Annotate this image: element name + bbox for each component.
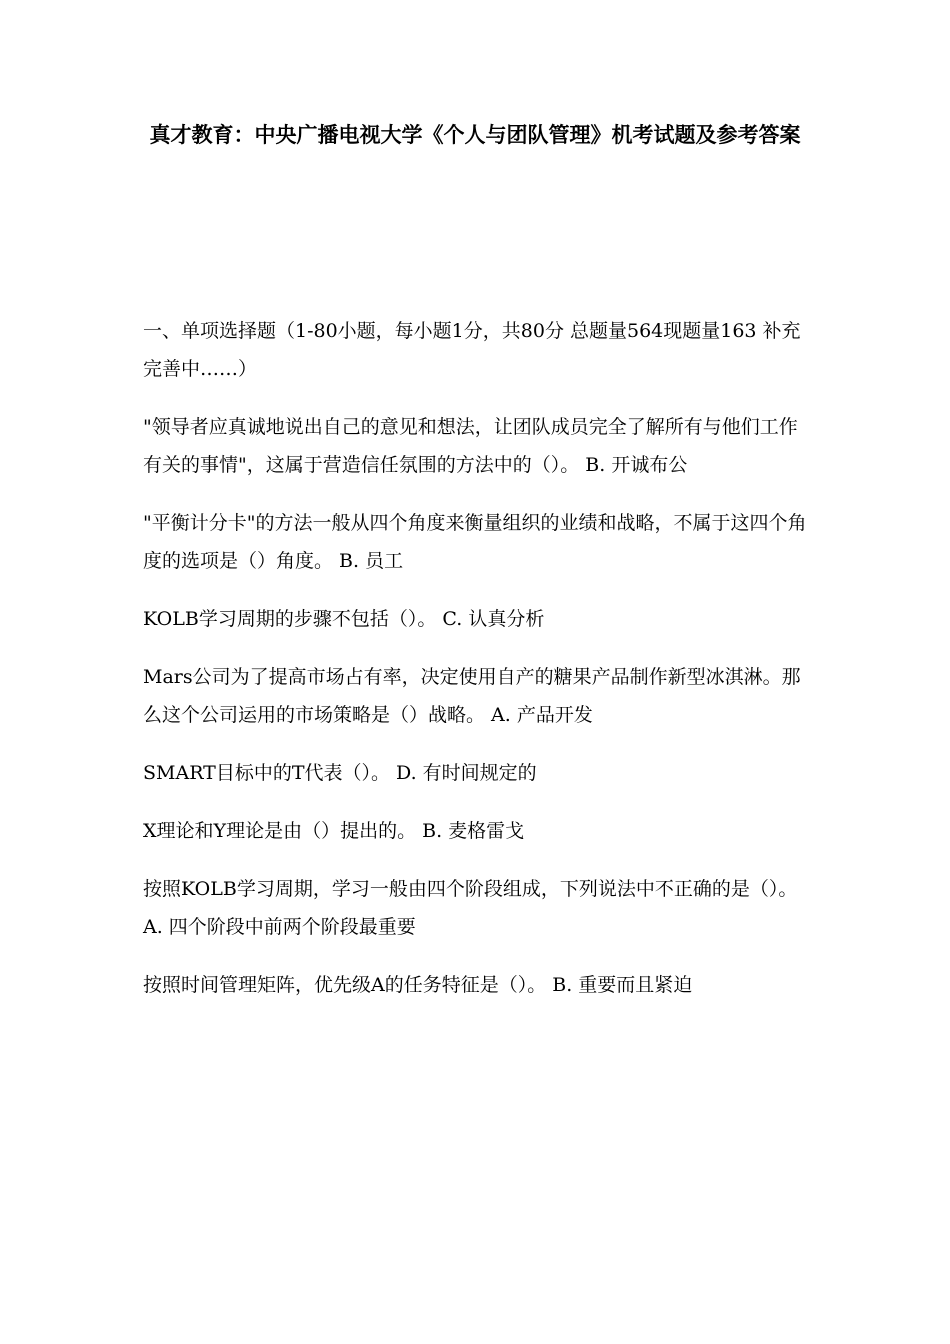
question-item: 按照KOLB学习周期，学习一般由四个阶段组成，下列说法中不正确的是（）。 A. 四个阶段中前两个阶段最重要 bbox=[143, 878, 798, 938]
question-item: "领导者应真诚地说出自己的意见和想法，让团队成员完全了解所有与他们工作有关的事情"，这属于营造信任氛围的方法中的（）。 B. 开诚布公 bbox=[143, 416, 798, 476]
question-item: X理论和Y理论是由（）提出的。 B. 麦格雷戈 bbox=[143, 820, 525, 842]
question-item: 按照时间管理矩阵，优先级A的任务特征是（）。 B. 重要而且紧迫 bbox=[143, 974, 693, 996]
question-item: "平衡计分卡"的方法一般从四个角度来衡量组织的业绩和战略，不属于这四个角度的选项是（）角度。 B. 员工 bbox=[143, 512, 807, 572]
document-body bbox=[143, 312, 807, 1024]
question-item: KOLB学习周期的步骤不包括（）。 C. 认真分析 bbox=[143, 608, 545, 630]
section-heading: 一、单项选择题（1-80小题，每小题1分，共80分 总题量564现题量163 补充完善中……） bbox=[143, 320, 801, 380]
document-title: 真才教育：中央广播电视大学《个人与团队管理》机考试题及参考答案 bbox=[149, 123, 801, 147]
question-item: Mars公司为了提高市场占有率，决定使用自产的糖果产品制作新型冰淇淋。那么这个公司运用的市场策略是（）战略。 A. 产品开发 bbox=[143, 666, 801, 726]
question-item: SMART目标中的T代表（）。 D. 有时间规定的 bbox=[143, 762, 537, 784]
